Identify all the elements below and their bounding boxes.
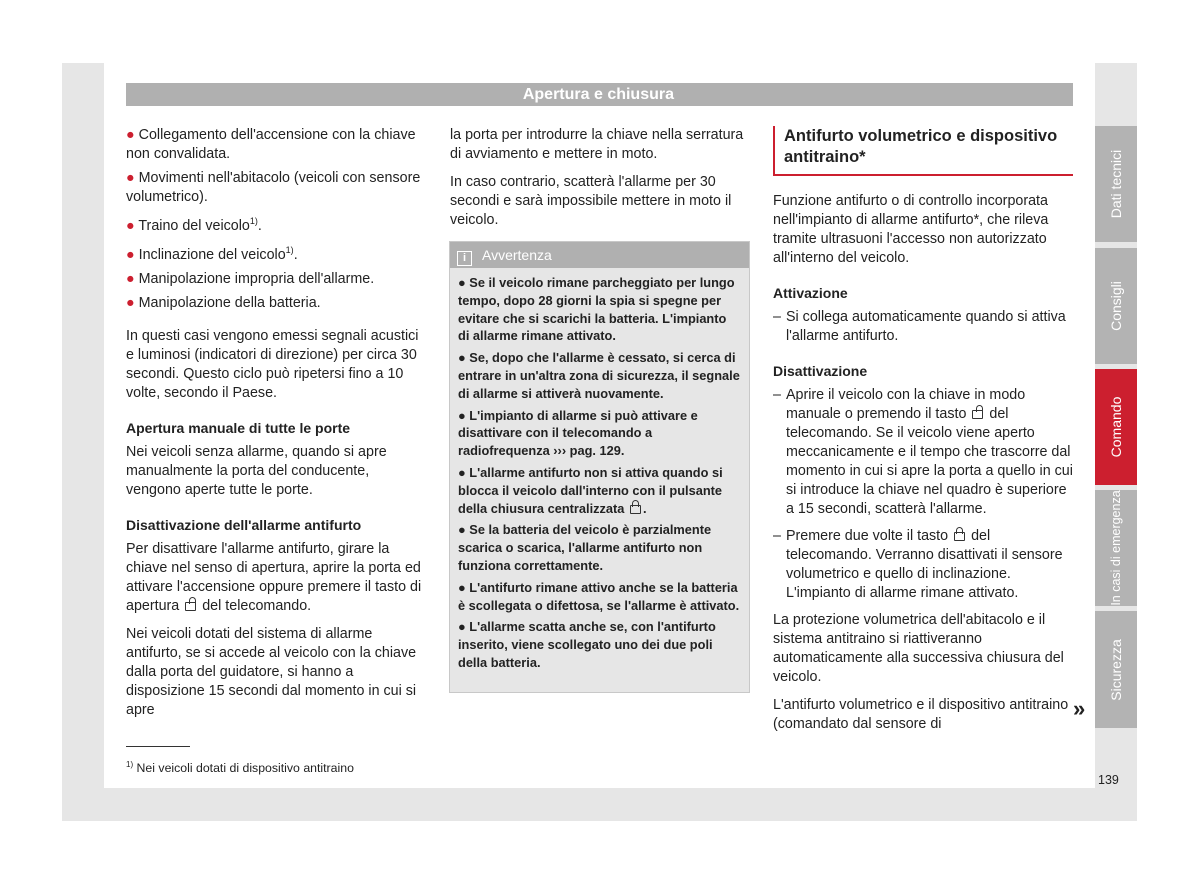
page-number: 139 xyxy=(1098,773,1119,787)
unlock-icon xyxy=(972,410,983,419)
paragraph: La protezione volumetrica dell'abitacolo e il sistema antitraino si riattiveranno automaticamente alla successiva chiusura del veicolo. xyxy=(773,612,1064,685)
list-item: ● Collegamento dell'accensione con la chiave non convalidata. xyxy=(126,127,416,162)
warning-box xyxy=(449,241,750,693)
warning-item: ● L'impianto di allarme si può attivare e disattivare con il telecomando a radiofrequenza ››› pag. 129. xyxy=(458,407,698,459)
column-right xyxy=(773,126,1073,743)
warning-item: ● Se la batteria del veicolo è parzialmente scarica o scarica, l'allarme antifurto non funziona correttamente. xyxy=(458,522,712,573)
paragraph: Per disattivare l'allarme antifurto, girare la chiave nel senso di apertura, aprire la porta ed attivare l'accensione oppure premere il tasto di apertura del telecomando. xyxy=(126,540,422,614)
bullet-icon: ● xyxy=(126,246,135,263)
section-header: Apertura e chiusura xyxy=(126,83,1073,106)
warning-item: ● L'antifurto rimane attivo anche se la batteria è scollegata o difettosa, se l'allarme è attivato. xyxy=(458,579,740,613)
list-item: ● Inclinazione del veicolo$^{1)}$. xyxy=(126,244,298,263)
bullet-icon: ● xyxy=(126,127,135,143)
tab-comando[interactable]: Comando xyxy=(1095,369,1137,485)
unlock-icon xyxy=(185,602,196,611)
warning-item: ● Se, dopo che l'allarme è cessato, si cerca di entrare in un'altra zona di sicurezza, il segnale di allarme si attiverà nuovamente. xyxy=(458,350,740,401)
subheading: Disattivazione xyxy=(773,363,868,379)
list-item: – Aprire il veicolo con la chiave in modo manuale o premendo il tasto del telecomando. Se il veicolo viene aperto meccanicamente e il tempo che trascorre dal momento in cui si apre la porta a quello in cui si introduce la chiave nel quadro è superiore a 15 secondi, scatterà l'allarme. xyxy=(773,387,1073,517)
column-left xyxy=(126,126,426,729)
paragraph: In questi casi vengono emessi segnali acustici e luminosi (indicatori di direzione) per circa 30 secondi. Questo ciclo può ripetersi fino a 10 volte, secondo il Paese. xyxy=(126,327,419,401)
list-item: ● Traino del veicolo$^{1)}$. xyxy=(126,216,262,234)
paragraph: L'antifurto volumetrico e il dispositivo antitraino (comandato dal sensore di xyxy=(773,697,1069,732)
subheading: Attivazione xyxy=(773,285,848,301)
lock-icon xyxy=(630,505,641,514)
lock-icon xyxy=(954,532,965,541)
bullet-icon: ● xyxy=(126,294,135,311)
subheading: Apertura manuale di tutte le porte xyxy=(126,419,351,436)
info-icon: i xyxy=(457,251,472,266)
tab-dati-tecnici[interactable]: Dati tecnici xyxy=(1095,126,1137,242)
paragraph: Nei veicoli senza allarme, quando si apre manualmente la porta del conducente, vengono aperte tutte le porte. xyxy=(126,443,387,498)
bullet-icon: ● xyxy=(126,170,135,186)
bullet-icon: ● xyxy=(126,217,135,234)
list-item: – Si collega automaticamente quando si attiva l'allarme antifurto. xyxy=(773,309,1066,344)
paragraph: Funzione antifurto o di controllo incorporata nell'impianto di allarme antifurto*, che rileva tramite ultrasuoni l'accesso non autorizzato all'interno del veicolo. xyxy=(773,193,1049,266)
tab-in-casi-di-emergenza[interactable]: In casi di emergenza xyxy=(1095,490,1137,606)
list-item: ● Movimenti nell'abitacolo (veicoli con sensore volumetrico). xyxy=(126,170,421,205)
list-item: – Premere due volte il tasto del telecomando. Verranno disattivati il sensore volumetrico e quello di inclinazione. L'impianto di allarme rimane attivato. xyxy=(773,528,1063,601)
column-middle xyxy=(450,126,750,239)
subheading: Disattivazione dell'allarme antifurto xyxy=(126,516,362,533)
footnote-divider xyxy=(126,746,190,747)
warning-item: ● Se il veicolo rimane parcheggiato per lungo tempo, dopo 28 giorni la spia si spegne per evitare che si scarichi la batteria. L'impianto di allarme rimane attivato. xyxy=(458,275,735,344)
continue-icon: » xyxy=(1073,696,1086,721)
footnote-ref: 1) xyxy=(285,244,294,255)
warning-item: ● L'allarme scatta anche se, con l'antifurto inserito, viene scollegato uno dei due poli della batteria. xyxy=(458,619,716,670)
tab-consigli[interactable]: Consigli xyxy=(1095,248,1137,364)
tab-sicurezza[interactable]: Sicurezza xyxy=(1095,611,1137,728)
bullet-icon: ● xyxy=(126,270,135,287)
paragraph: Nei veicoli dotati del sistema di allarme antifurto, se si accede al veicolo con la chiave dalla porta del guidatore, si hanno a disposizione 15 secondi dal momento in cui si apre xyxy=(126,625,417,718)
warning-body xyxy=(450,268,749,672)
list-item: ● Manipolazione della batteria. xyxy=(126,294,321,311)
warning-item: ● L'allarme antifurto non si attiva quando si blocca il veicolo dall'interno con il pulsante della chiusura centralizzata . xyxy=(458,464,723,516)
paragraph: la porta per introdurre la chiave nella serratura di avviamento e mettere in moto. xyxy=(450,127,744,162)
list-item: ● Manipolazione impropria dell'allarme. xyxy=(126,270,375,287)
page-reference-link[interactable]: ››› pag. 129 xyxy=(553,443,621,459)
warning-header: i Avvertenza xyxy=(450,242,749,268)
paragraph: In caso contrario, scatterà l'allarme per 30 secondi e sarà impossibile mettere in moto il veicolo. xyxy=(450,174,732,228)
footnote: $^{1)}$ Nei veicoli dotati di dispositivo antitraino xyxy=(126,760,354,776)
section-title: Antifurto volumetrico e dispositivo antitraino* xyxy=(773,126,1073,176)
footnote-ref: 1) xyxy=(249,216,258,226)
